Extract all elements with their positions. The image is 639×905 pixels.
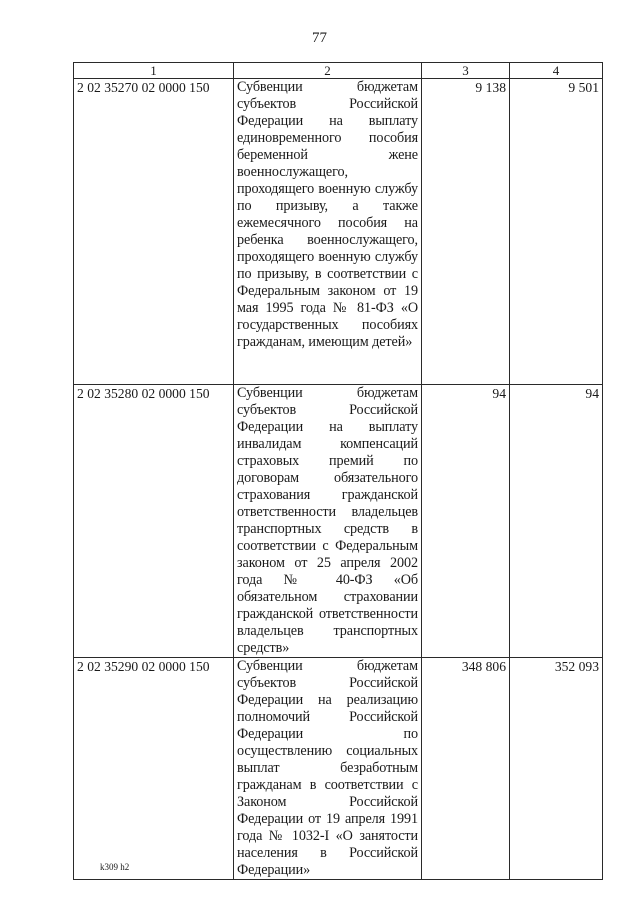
budget-code-cell: 2 02 35270 02 0000 150 (74, 79, 234, 385)
table-row (74, 79, 603, 385)
description-cell: Субвенции бюджетам субъектов Российской Федерации на реализацию полномочий Российской Федерации по осуществлению социальных выплат безработным гражданам в соответствии с Законом Российской Федерации от 19 апреля 1991 года № 1032-I «О занятости населения в Российской Федерации» (234, 658, 422, 880)
amount-col4-cell: 9 501 (510, 79, 603, 385)
description-cell: Субвенции бюджетам субъектов Российской Федерации на выплату инвалидам компенсаций страховых премий по договорам обязательного страхования гражданской ответственности владельцев транспортных средств в соответствии с Федеральным законом от 25 апреля 2002 года № 40-ФЗ «Об обязательном страховании гражданской ответственности владельцев транспортных средств» (234, 385, 422, 658)
column-header-2: 2 (234, 63, 422, 79)
table-row (74, 658, 603, 880)
amount-col3-cell: 94 (422, 385, 510, 658)
table-header (74, 63, 603, 79)
column-header-1: 1 (74, 63, 234, 79)
budget-code-cell: 2 02 35280 02 0000 150 (74, 385, 234, 658)
amount-col4-cell: 352 093 (510, 658, 603, 880)
budget-code-cell: 2 02 35290 02 0000 150 (74, 658, 234, 880)
document-footer-code: k309 h2 (100, 862, 130, 872)
amount-col3-cell: 9 138 (422, 79, 510, 385)
amount-col4-cell: 94 (510, 385, 603, 658)
table-body (74, 79, 603, 880)
header-row (74, 63, 603, 79)
column-header-3: 3 (422, 63, 510, 79)
page-number: 77 (312, 30, 327, 46)
amount-col3-cell: 348 806 (422, 658, 510, 880)
table-row (74, 385, 603, 658)
description-cell: Субвенции бюджетам субъектов Российской Федерации на выплату единовременного пособия беременной жене военнослужащего, проходящего военную службу по призыву, а также ежемесячного пособия на ребенка военнослужащего, проходящего военную службу по призыву, в соответствии с Федеральным законом от 19 мая 1995 года № 81-ФЗ «О государственных пособиях гражданам, имеющим детей» (234, 79, 422, 385)
budget-table (73, 62, 603, 880)
column-header-4: 4 (510, 63, 603, 79)
